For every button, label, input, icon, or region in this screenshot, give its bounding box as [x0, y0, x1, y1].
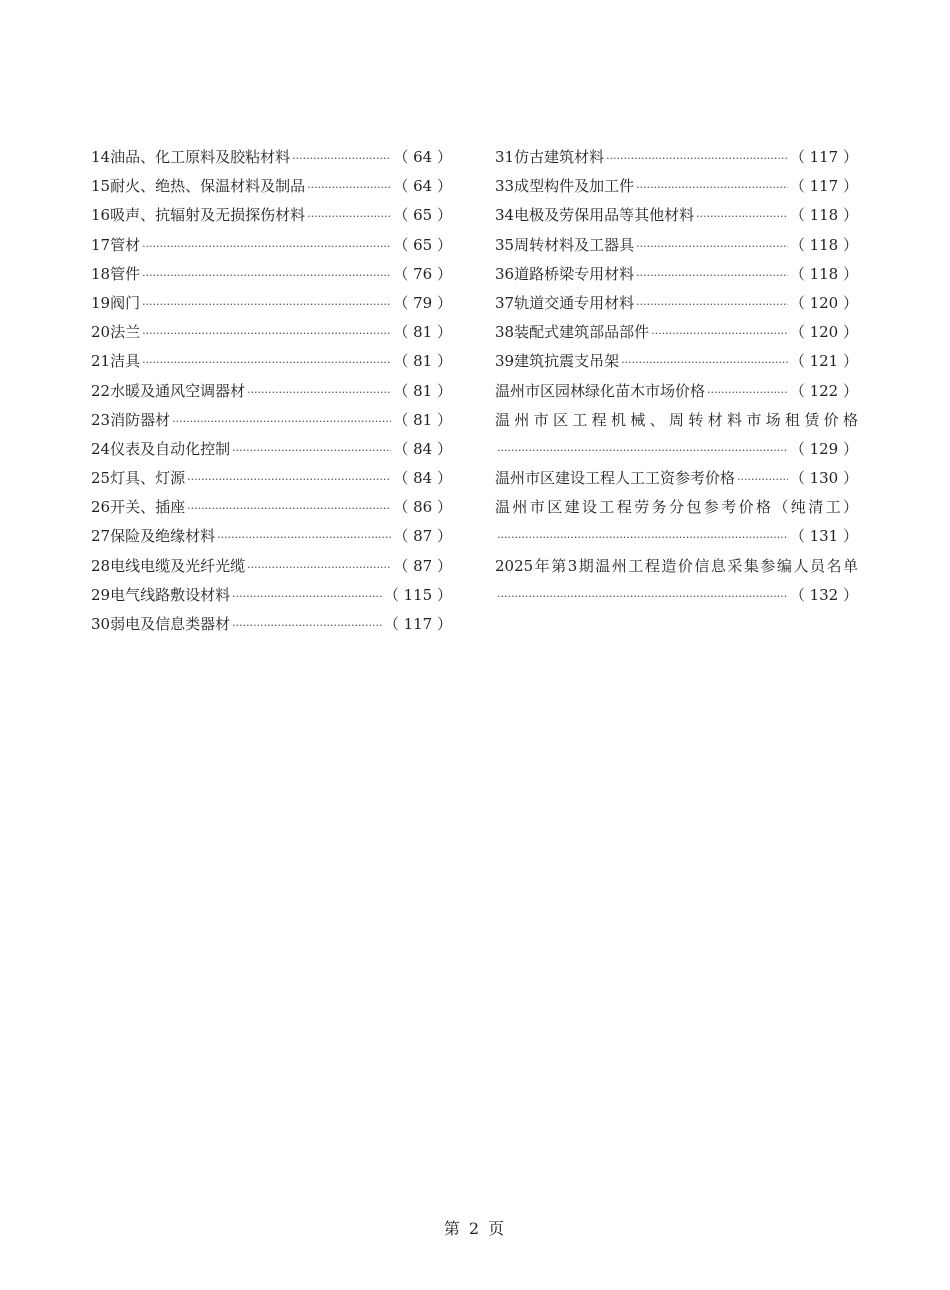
leader-dots: [636, 290, 788, 319]
toc-entry-page: （ 120 ）: [789, 323, 858, 342]
toc-entry-page: （ 81 ）: [393, 410, 452, 429]
leader-dots: [651, 319, 788, 348]
toc-entry[interactable]: [91, 289, 452, 318]
toc-entry[interactable]: [495, 172, 858, 201]
toc-entry-page: （ 121 ）: [789, 352, 858, 371]
toc-entry-page: （ 117 ）: [789, 177, 858, 196]
toc-entry-title: 24仪表及自动化控制: [91, 439, 231, 458]
toc-entry[interactable]: [495, 347, 858, 376]
leader-dots: [606, 144, 788, 173]
leader-dots: [142, 261, 391, 290]
toc-entry-page: （ 130 ）: [789, 469, 858, 488]
leader-dots: [187, 465, 391, 494]
toc-entry-title: 39建筑抗震支吊架: [495, 352, 620, 371]
toc-entry[interactable]: [495, 260, 858, 289]
leader-dots: [247, 378, 391, 407]
toc-entry-page: （ 117 ）: [383, 615, 452, 633]
toc-entry-page: （ 118 ）: [789, 206, 858, 225]
toc-entry[interactable]: [91, 522, 452, 551]
toc-entry-page: （ 64 ）: [393, 177, 452, 196]
toc-entry-page: （ 81 ）: [393, 323, 452, 342]
leader-dots: [172, 407, 391, 436]
toc-entry-wrapped[interactable]: [495, 552, 858, 610]
toc-entry[interactable]: [91, 231, 452, 260]
leader-dots: [142, 232, 391, 261]
toc-entry-title: 27保险及绝缘材料: [91, 527, 216, 546]
leader-dots: [142, 319, 391, 348]
leader-dots: [292, 144, 391, 173]
toc-entry-page: （ 120 ）: [789, 293, 858, 312]
toc-entry-page: （ 117 ）: [789, 148, 858, 166]
toc-entry[interactable]: [495, 143, 858, 172]
toc-entry-page: （ 118 ）: [789, 264, 858, 283]
leader-dots: [142, 348, 391, 377]
toc-entry-page: （ 115 ）: [383, 585, 452, 604]
leader-dots: [497, 582, 788, 611]
toc-entry[interactable]: [91, 406, 452, 435]
toc-entry-title: 29电气线路敷设材料: [91, 585, 231, 604]
toc-entry-title: 15耐火、绝热、保温材料及制品: [91, 177, 306, 196]
toc-entry-page: （ 81 ）: [393, 352, 452, 371]
toc-entry-page: （ 131 ）: [789, 527, 858, 546]
toc-entry-page: （ 87 ）: [393, 556, 452, 575]
leader-dots: [497, 436, 788, 465]
toc-entry-title: 33成型构件及加工件: [495, 177, 635, 196]
toc-entry-title: 31仿古建筑材料: [495, 148, 605, 166]
leader-dots: [187, 494, 391, 523]
leader-dots: [707, 378, 788, 407]
page-number: 第 2 页: [443, 1219, 507, 1238]
leader-dots: [307, 202, 391, 231]
toc-entry-page: （ 84 ）: [393, 469, 452, 488]
leader-dots: [232, 611, 382, 640]
toc-entry[interactable]: [495, 289, 858, 318]
toc-left-column: [91, 143, 452, 639]
toc-entry-title: 17管材: [91, 235, 141, 254]
toc-entry[interactable]: [91, 493, 452, 522]
toc-entry-title: 19阀门: [91, 293, 141, 312]
leader-dots: [636, 232, 788, 261]
toc-entry[interactable]: [91, 610, 452, 639]
leader-dots: [497, 523, 788, 552]
leader-dots: [142, 290, 391, 319]
toc-entry-title: 温州市区建设工程人工工资参考价格: [495, 469, 736, 488]
toc-entry-page: （ 87 ）: [393, 527, 452, 546]
toc-entry-page: （ 79 ）: [393, 293, 452, 312]
toc-entry-page: （ 81 ）: [393, 381, 452, 400]
toc-entry-title: 25灯具、灯源: [91, 469, 186, 488]
leader-dots: [621, 348, 788, 377]
toc-entry-title: 14油品、化工原料及胶粘材料: [91, 148, 291, 166]
toc-entry-title: 20法兰: [91, 323, 141, 342]
toc-entry[interactable]: [91, 172, 452, 201]
toc-entry-title: 28电线电缆及光纤光缆: [91, 556, 246, 575]
toc-entry[interactable]: [91, 435, 452, 464]
toc-entry-title: 温州市区园林绿化苗木市场价格: [495, 381, 706, 400]
toc-entry-title: 18管件: [91, 264, 141, 283]
toc-entry[interactable]: [91, 464, 452, 493]
toc-entry[interactable]: [495, 318, 858, 347]
toc-right-column: [495, 143, 858, 610]
toc-entry-page: （ 129 ）: [789, 439, 858, 458]
toc-entry-title: 35周转材料及工器具: [495, 235, 635, 254]
leader-dots: [307, 173, 391, 202]
toc-entry-continuation: [495, 435, 858, 464]
leader-dots: [636, 261, 788, 290]
toc-entry-title: 38装配式建筑部品部件: [495, 323, 650, 342]
toc-entry-continuation: [495, 581, 858, 610]
leader-dots: [232, 582, 382, 611]
toc-entry-page: （ 65 ）: [393, 235, 452, 254]
leader-dots: [696, 202, 788, 231]
toc-entry[interactable]: [91, 581, 452, 610]
toc-entry-title: 温州市区工程机械、周转材料市场租赁价格: [495, 410, 858, 429]
toc-entry-title: 23消防器材: [91, 410, 171, 429]
toc-entry-page: （ 118 ）: [789, 235, 858, 254]
toc-entry-title: 34电极及劳保用品等其他材料: [495, 206, 695, 225]
leader-dots: [636, 173, 788, 202]
toc-entry-page: （ 122 ）: [789, 381, 858, 400]
leader-dots: [737, 465, 788, 494]
toc-entry-page: （ 86 ）: [393, 498, 452, 517]
toc-entry[interactable]: [495, 231, 858, 260]
toc-entry-title: 37轨道交通专用材料: [495, 293, 635, 312]
toc-entry[interactable]: [91, 318, 452, 347]
toc-entry-page: （ 132 ）: [789, 585, 858, 604]
toc-entry-title: 温州市区建设工程劳务分包参考价格（纯清工）: [495, 498, 858, 517]
toc-entry[interactable]: [91, 377, 452, 406]
toc-entry-title: 21洁具: [91, 352, 141, 371]
toc-entry[interactable]: [91, 201, 452, 230]
toc-entry-title: 30弱电及信息类器材: [91, 615, 231, 633]
toc-entry[interactable]: [495, 201, 858, 230]
toc-entry[interactable]: [91, 260, 452, 289]
toc-entry-title: 26开关、插座: [91, 498, 186, 517]
toc-entry[interactable]: [495, 377, 858, 406]
toc-entry-page: （ 84 ）: [393, 439, 452, 458]
toc-entry-page: （ 64 ）: [393, 148, 452, 166]
toc-entry-page: （ 76 ）: [393, 264, 452, 283]
toc-entry[interactable]: [91, 552, 452, 581]
leader-dots: [247, 553, 391, 582]
toc-entry-continuation: [495, 522, 858, 551]
toc-entry-title: 22水暖及通风空调器材: [91, 381, 246, 400]
toc-entry-wrapped[interactable]: [495, 493, 858, 551]
toc-entry-title: 16吸声、抗辐射及无损探伤材料: [91, 206, 306, 225]
leader-dots: [232, 436, 391, 465]
toc-entry-wrapped[interactable]: [495, 406, 858, 464]
toc-entry-title: 36道路桥梁专用材料: [495, 264, 635, 283]
toc-entry-title: 2025年第3期温州工程造价信息采集参编人员名单: [495, 556, 858, 575]
toc-entry[interactable]: [91, 143, 452, 172]
toc-entry[interactable]: [495, 464, 858, 493]
toc-entry-page: （ 65 ）: [393, 206, 452, 225]
leader-dots: [217, 523, 391, 552]
toc-entry[interactable]: [91, 347, 452, 376]
